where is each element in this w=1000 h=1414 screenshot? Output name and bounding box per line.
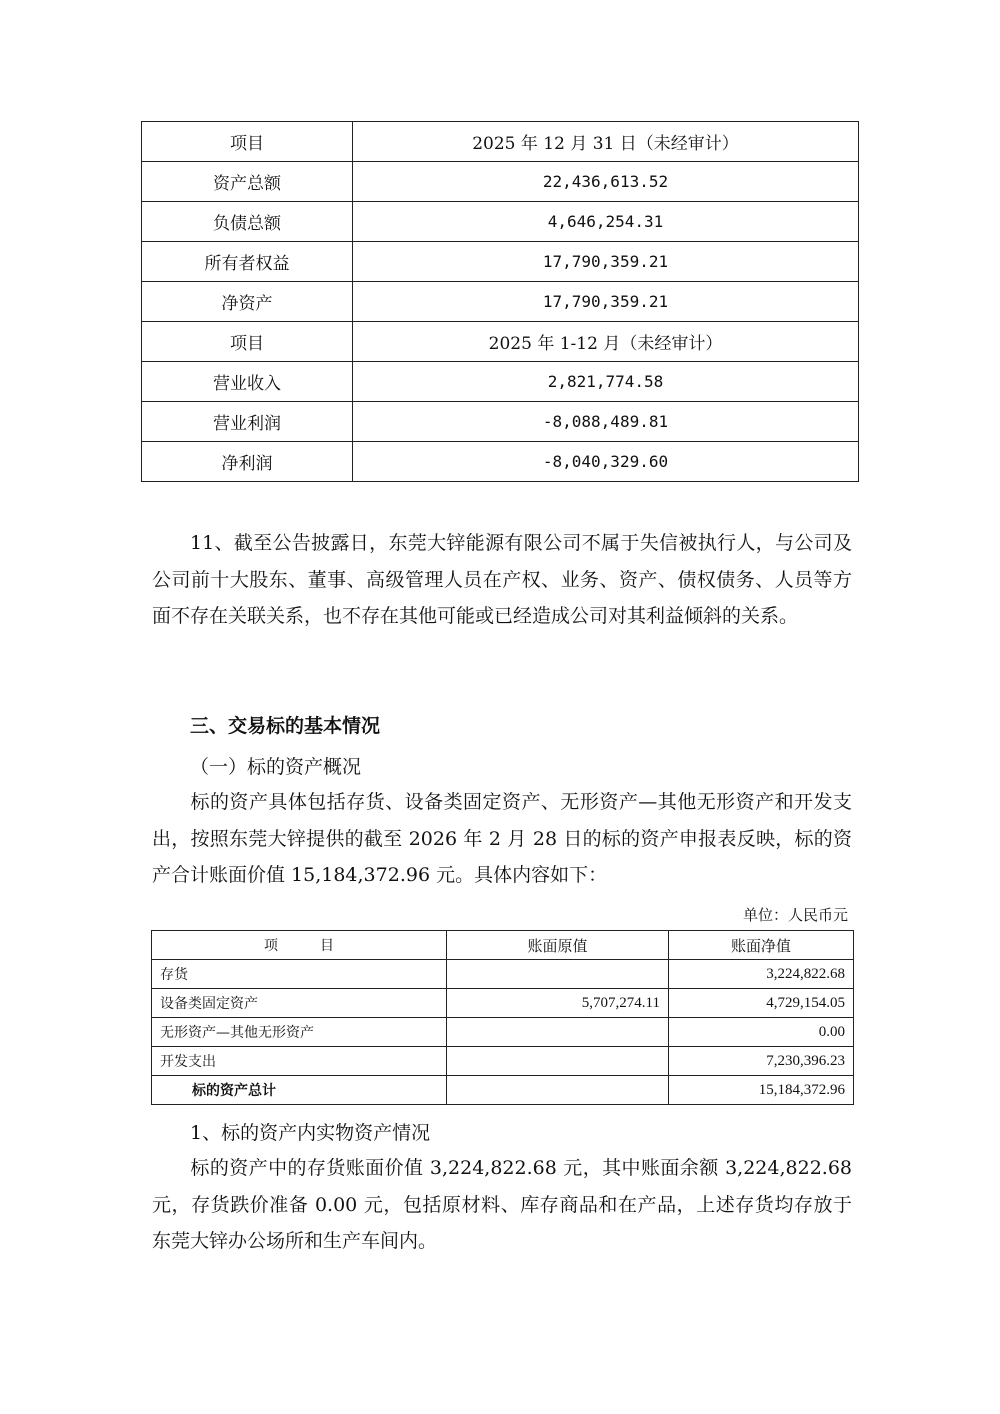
row-value: 2025 年 12 月 31 日（未经审计） (353, 122, 859, 162)
row-value: 2025 年 1-12 月（未经审计） (353, 322, 859, 362)
table-row (142, 402, 859, 442)
column-header: 账面原值 (447, 931, 669, 960)
subsection-heading-physical: 1、标的资产内实物资产情况 (190, 1122, 431, 1144)
row-value: -8,040,329.60 (353, 442, 859, 482)
asset-item: 无形资产—其他无形资产 (152, 1018, 447, 1047)
table-total-row (152, 1076, 854, 1105)
asset-net-value: 7,230,396.23 (669, 1047, 854, 1076)
row-label: 所有者权益 (142, 242, 353, 282)
asset-net-value: 0.00 (669, 1018, 854, 1047)
asset-net-value: 4,729,154.05 (669, 989, 854, 1018)
asset-original-value: 5,707,274.11 (447, 989, 669, 1018)
asset-original-value (447, 1018, 669, 1047)
asset-original-value (447, 960, 669, 989)
paragraph-overview (152, 784, 852, 894)
financial-summary-table (141, 121, 859, 482)
asset-total-original (447, 1076, 669, 1105)
table-row (142, 162, 859, 202)
table-row (142, 282, 859, 322)
unit-label: 单位：人民币元 (742, 906, 848, 924)
asset-table (151, 930, 854, 1105)
table-row (152, 1047, 854, 1076)
table-row (152, 960, 854, 989)
row-label: 负债总额 (142, 202, 353, 242)
asset-item: 开发支出 (152, 1047, 447, 1076)
subsection-heading: （一）标的资产概况 (190, 756, 362, 778)
paragraph-text: 11、截至公告披露日，东莞大锌能源有限公司不属于失信被执行人，与公司及公司前十大股东、董事、高级管理人员在产权、业务、资产、债权债务、人员等方面不存在关联关系，也不存在其他可能或已经造成公司对其利益倾斜的关系。 (152, 532, 852, 627)
row-label: 资产总额 (142, 162, 353, 202)
table-row (142, 122, 859, 162)
row-label: 营业收入 (142, 362, 353, 402)
column-header: 项 目 (152, 931, 447, 960)
table-row (142, 202, 859, 242)
paragraph-text: 标的资产中的存货账面价值 3,224,822.68 元，其中账面余额 3,224,822.68 元，存货跌价准备 0.00 元，包括原材料、库存商品和在产品，上述存货均存放于东莞大锌办公场所和生产车间内。 (152, 1157, 852, 1252)
row-value: -8,088,489.81 (353, 402, 859, 442)
row-label: 项目 (142, 322, 353, 362)
asset-item: 设备类固定资产 (152, 989, 447, 1018)
asset-total-label: 标的资产总计 (152, 1076, 447, 1105)
table-row (142, 362, 859, 402)
asset-item: 存货 (152, 960, 447, 989)
row-value: 17,790,359.21 (353, 282, 859, 322)
table-row (142, 322, 859, 362)
table-header-row (152, 931, 854, 960)
section-heading: 三、交易标的基本情况 (190, 715, 381, 737)
asset-total-net: 15,184,372.96 (669, 1076, 854, 1105)
asset-net-value: 3,224,822.68 (669, 960, 854, 989)
row-value: 22,436,613.52 (353, 162, 859, 202)
paragraph-inventory (152, 1150, 852, 1260)
row-value: 17,790,359.21 (353, 242, 859, 282)
asset-original-value (447, 1047, 669, 1076)
table-row (142, 442, 859, 482)
row-value: 4,646,254.31 (353, 202, 859, 242)
row-label: 净资产 (142, 282, 353, 322)
table-row (142, 242, 859, 282)
paragraph-relationship (152, 525, 852, 635)
paragraph-text: 标的资产具体包括存货、设备类固定资产、无形资产—其他无形资产和开发支出，按照东莞大锌提供的截至 2026 年 2 月 28 日的标的资产申报表反映，标的资产合计账面价值 15,184,372.96 元。具体内容如下： (152, 791, 852, 886)
row-label: 营业利润 (142, 402, 353, 442)
table-row (152, 989, 854, 1018)
table-row (152, 1018, 854, 1047)
row-label: 项目 (142, 122, 353, 162)
row-label: 净利润 (142, 442, 353, 482)
column-header: 账面净值 (669, 931, 854, 960)
row-value: 2,821,774.58 (353, 362, 859, 402)
